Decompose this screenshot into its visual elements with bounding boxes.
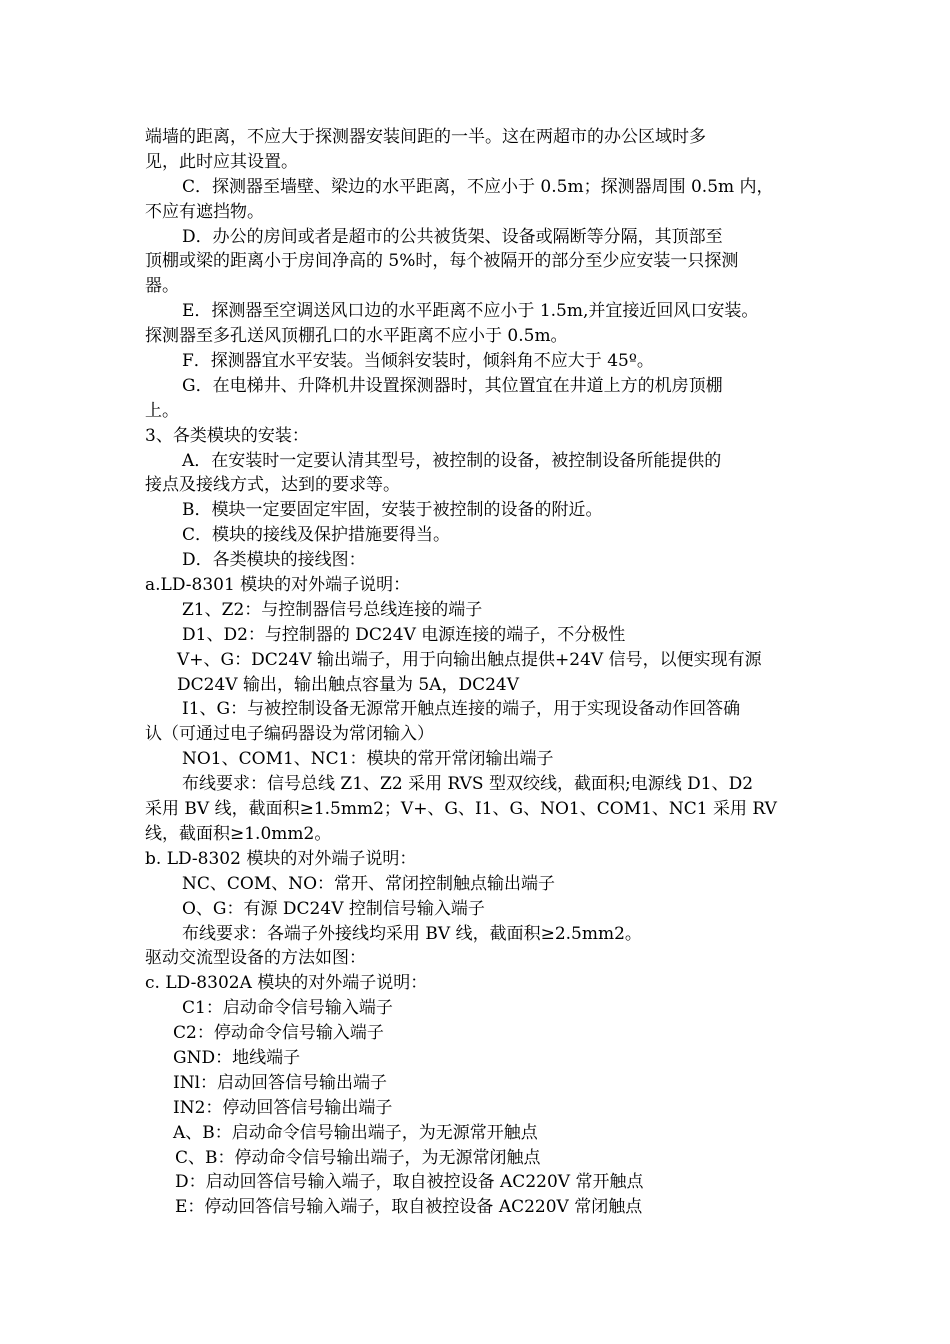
text-line: C．模块的接线及保护措施要得当。	[182, 525, 451, 546]
text-line: E．探测器至空调送风口边的水平距离不应小于 1.5m,并宜接近回风口安装。	[182, 301, 759, 322]
text-line: 驱动交流型设备的方法如图：	[145, 948, 366, 969]
text-line: 端墙的距离，不应大于探测器安装间距的一半。这在两超市的办公区域时多	[145, 127, 706, 147]
text-line: A、B：启动命令信号输出端子，为无源常开触点	[173, 1122, 538, 1143]
text-line: A．在安装时一定要认清其型号，被控制的设备，被控制设备所能提供的	[182, 450, 722, 471]
subsection-heading: a.LD-8301 模块的对外端子说明：	[145, 575, 411, 596]
text-line: 器。	[145, 276, 179, 297]
text-line: Z1、Z2：与控制器信号总线连接的端子	[182, 599, 483, 620]
text-line: IN2：停动回答信号输出端子	[173, 1097, 393, 1118]
subsection-heading: b. LD-8302 模块的对外端子说明：	[145, 848, 417, 869]
text-line: C、B：停动命令信号输出端子，为无源常闭触点	[175, 1147, 541, 1168]
text-line: C1：启动命令信号输入端子	[182, 998, 393, 1019]
text-line: 探测器至多孔送风顶棚孔口的水平距离不应小于 0.5m。	[145, 326, 568, 347]
section-heading: 3、各类模块的安装：	[145, 425, 309, 446]
text-line: D．各类模块的接线图：	[182, 550, 366, 571]
text-line: V+、G：DC24V 输出端子，用于向输出触点提供+24V 信号，以便实现有源	[177, 649, 762, 670]
text-line: 不应有遮挡物。	[145, 201, 264, 222]
text-line: 采用 BV 线，截面积≥1.5mm2；V+、G、I1、G、NO1、COM1、NC1 采用 RV	[145, 799, 777, 820]
text-line: 布线要求：各端子外接线均采用 BV 线，截面积≥2.5mm2。	[182, 923, 642, 944]
text-line: 顶棚或梁的距离小于房间净高的 5%时，每个被隔开的部分至少应安装一只探测	[145, 251, 739, 272]
text-line: G．在电梯井、升降机井设置探测器时，其位置宜在井道上方的机房顶棚	[182, 375, 723, 396]
text-line: 布线要求：信号总线 Z1、Z2 采用 RVS 型双绞线，截面积;电源线 D1、D2	[182, 774, 754, 795]
text-line: B．模块一定要固定牢固，安装于被控制的设备的附近。	[182, 500, 603, 521]
text-line: I1、G：与被控制设备无源常开触点连接的端子，用于实现设备动作回答确	[182, 699, 741, 720]
text-line: F．探测器宜水平安装。当倾斜安装时，倾斜角不应大于 45º。	[182, 351, 654, 372]
text-line: 见，此时应其设置。	[145, 151, 298, 172]
text-line: INl：启动回答信号输出端子	[173, 1072, 388, 1093]
document-body	[145, 125, 817, 1220]
text-line: 接点及接线方式，达到的要求等。	[145, 475, 400, 496]
text-line: C．探测器至墙壁、梁边的水平距离，不应小于 0.5m；探测器周围 0.5m 内，	[182, 176, 774, 197]
text-line: 认（可通过电子编码器设为常闭输入）	[145, 724, 434, 745]
text-line: D：启动回答信号输入端子，取自被控设备 AC220V 常开触点	[175, 1172, 644, 1193]
text-line: E：停动回答信号输入端子，取自被控设备 AC220V 常闭触点	[175, 1197, 643, 1218]
text-line: D．办公的房间或者是超市的公共被货架、设备或隔断等分隔，其顶部至	[182, 226, 723, 247]
text-line: 上。	[145, 400, 179, 421]
text-line: 线，截面积≥1.0mm2。	[145, 823, 332, 844]
text-line: D1、D2：与控制器的 DC24V 电源连接的端子，不分极性	[182, 624, 626, 645]
text-line: DC24V 输出，输出触点容量为 5A，DC24V	[177, 674, 519, 695]
text-line: O、G：有源 DC24V 控制信号输入端子	[182, 898, 485, 919]
text-line: NO1、COM1、NC1：模块的常开常闭输出端子	[182, 749, 554, 770]
text-line: C2：停动命令信号输入端子	[173, 1023, 384, 1044]
text-line: GND：地线端子	[173, 1047, 301, 1068]
subsection-heading: c. LD-8302A 模块的对外端子说明：	[145, 973, 428, 994]
text-line: NC、COM、NO：常开、常闭控制触点输出端子	[182, 873, 556, 894]
